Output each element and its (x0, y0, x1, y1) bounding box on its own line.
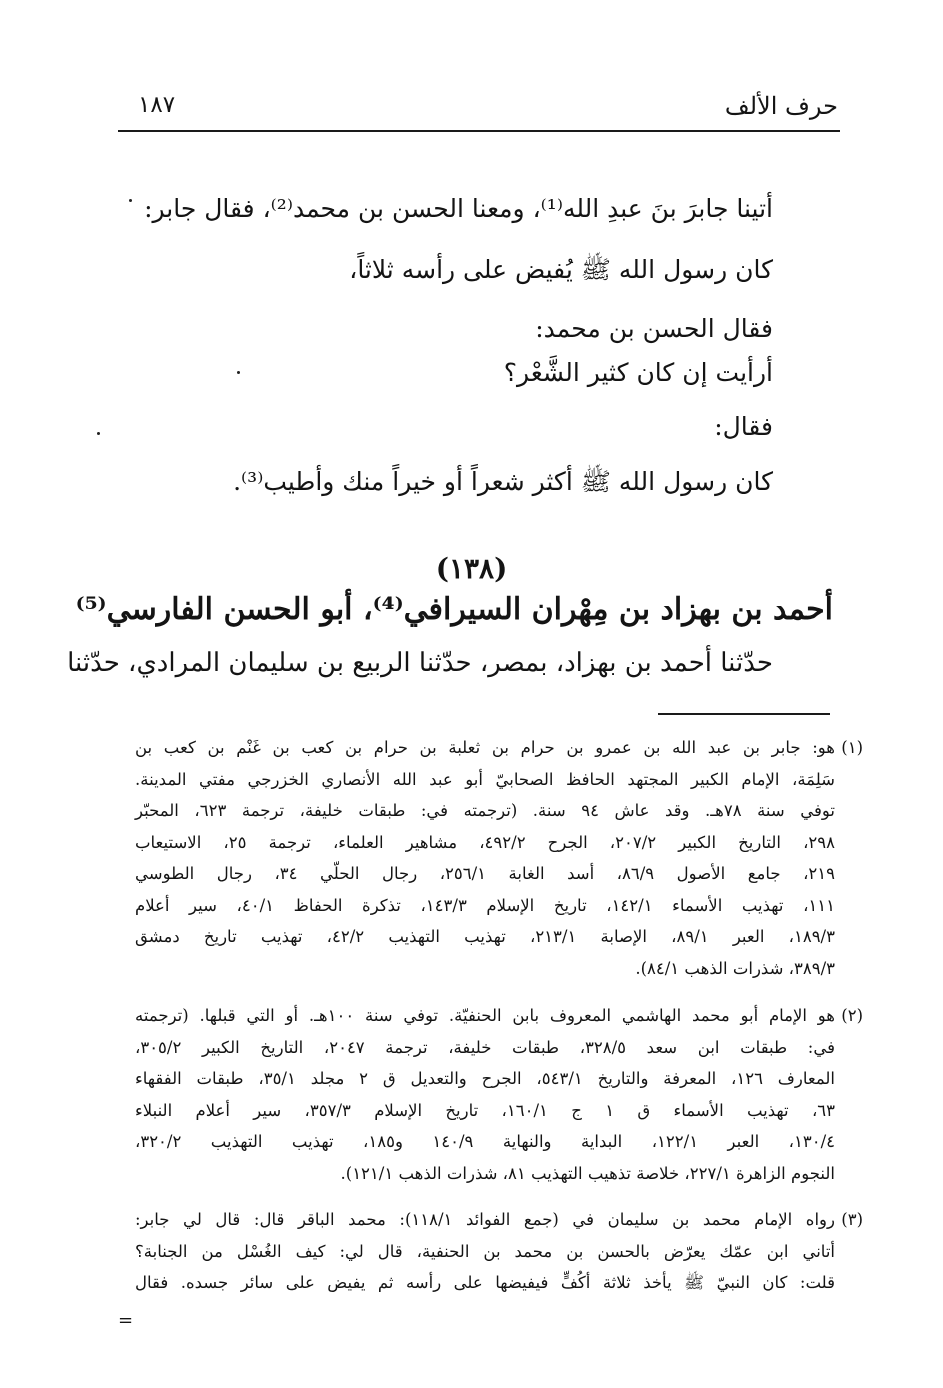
running-header (118, 92, 838, 126)
footnote-2 (135, 1000, 863, 1189)
footnote-line: أتاني ابن عمّك يعرّض بالحسن بن محمد بن الحنفية، قال لي: كيف الغُسْل من الجنابة؟ (135, 1241, 835, 1261)
text-line: أرأيت إن كان كثير الشَّعْر؟ (503, 358, 773, 387)
footnote-line: ٣٨٩/٣، شذرات الذهب ٨٤/١). (635, 958, 835, 978)
speck (129, 199, 132, 202)
entry-title: أحمد بن بهزاد بن مِهْران السيرافي⁽⁴⁾، أبو الحسن الفارسي⁽⁵⁾ (75, 592, 833, 627)
footnote-line: توفي سنة ٧٨هـ. وقد عاش ٩٤ سنة. (ترجمته في: طبقات خليفة، ترجمة ٦٢٣، المحبّر (135, 801, 836, 820)
footnote-rule (658, 713, 830, 715)
speck (97, 432, 100, 435)
footnote-line: قلت: كان النبيّ ﷺ يأخذ ثلاثة أكُفٍّ فيفيضها على رأسه ثم يفيض على سائر جسده. فقال (135, 1273, 835, 1292)
footnote-3 (135, 1204, 863, 1299)
footnote-line: النجوم الزاهرة ٢٢٧/١، خلاصة تذهيب التهذيب ٨١، شذرات الذهب ١٢١/١). (340, 1163, 835, 1183)
footnote-line: سَلِمَة، الإمام الكبير المجتهد الحافظ الصحابيّ أبو عبد الله الأنصاري الخزرجي مفتي المدينة. (135, 769, 835, 789)
text-line: فقال: (714, 412, 773, 441)
text-line: كان رسول الله ﷺ يُفيض على رأسه ثلاثاً، (349, 255, 773, 284)
continuation-mark: = (118, 1310, 134, 1331)
entry-number: (١٣٨) (435, 552, 508, 585)
footnote-line: ٦٣، تهذيب الأسماء ق ١ ج ١٦٠/١، تاريخ الإسلام ٣٥٧/٣، سير أعلام النبلاء (135, 1100, 835, 1120)
footnote-marker: (١) (841, 738, 863, 757)
footnote-line: في: طبقات ابن سعد ٣٢٨/٥، طبقات خليفة، ترجمة ٢٠٤٧، التاريخ الكبير ٣٠٥/٢، (135, 1037, 835, 1057)
footnote-1 (135, 732, 863, 984)
page-number: ١٨٧ (138, 92, 176, 118)
narration-line: حدّثنا أحمد بن بهزاد، بمصر، حدّثنا الربيع بن سليمان المرادي، حدّثنا (67, 648, 773, 678)
footnote-marker: (٣) (841, 1210, 863, 1229)
footnote-line: ٢١٩، جامع الأصول ٨٦/٩، أسد الغابة ٢٥٦/١، رجال الحلّي ٣٤، رجال الطوسي (135, 864, 835, 883)
footnote-line: المعارف ١٢٦، المعرفة والتاريخ ٥٤٣/١، الجرح والتعديل ق ٢ مجلد ٣٥/١، طبقات الفقهاء (135, 1069, 835, 1088)
footnote-line: ١٣٠/٤، العبر ١٢٢/١، البداية والنهاية ١٤٠/٩ و١٨٥، تهذيب التهذيب ٣٢٠/٢، (135, 1132, 835, 1151)
text-line: فقال الحسن بن محمد: (535, 314, 773, 343)
header-rule (118, 130, 840, 132)
footnote-line: ١١١، تهذيب الأسماء ١٤٢/١، تاريخ الإسلام ١٤٣/٣، تذكرة الحفاظ ٤٠/١، سير أعلام (135, 895, 835, 915)
speck (237, 371, 240, 374)
text-line: أتينا جابرَ بنَ عبدِ الله⁽¹⁾، ومعنا الحسن بن محمد⁽²⁾، فقال جابر: (144, 194, 773, 223)
footnote-line: ١٨٩/٣، العبر ٨٩/١، الإصابة ٢١٣/١، تهذيب التهذيب ٤٢/٢، تهذيب تاريخ دمشق (135, 927, 835, 946)
chapter-title: حرف الألف (724, 92, 838, 120)
text-line: كان رسول الله ﷺ أكثر شعراً أو خيراً منك وأطيب⁽³⁾. (233, 467, 773, 496)
footnote-line: هو: جابر بن عبد الله بن عمرو بن حرام بن ثعلبة بن حرام بن كعب بن غَنْم بن كعب بن (135, 738, 835, 757)
footnote-line: هو الإمام أبو محمد الهاشمي المعروف بابن الحنفيّة. توفي سنة ١٠٠هـ. أو التي قبلها. (ترجمته (135, 1006, 835, 1025)
footnote-line: رواه الإمام محمد بن سليمان في (جمع الفوائد ١١٨/١): محمد الباقر قال: قال لي جابر: (135, 1210, 835, 1229)
footnote-line: ٢٩٨، التاريخ الكبير ٢٠٧/٢، الجرح ٤٩٢/٢، مشاهير العلماء، ترجمة ٢٥، الاستيعاب (135, 832, 835, 852)
footnote-marker: (٢) (841, 1006, 863, 1025)
